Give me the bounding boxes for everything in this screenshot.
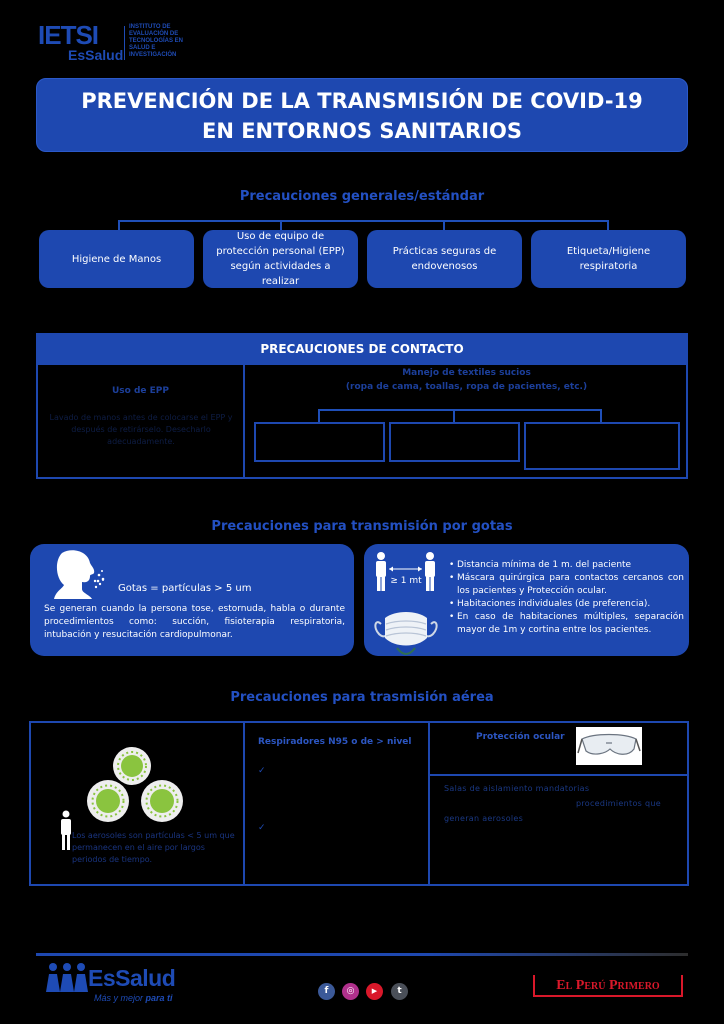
textiles-title: Manejo de textiles sucios bbox=[402, 368, 531, 378]
textiles-box-3 bbox=[524, 422, 680, 470]
respiratory-etiquette-box: Etiqueta/Higiene respiratoria bbox=[531, 230, 686, 288]
virus-icon bbox=[113, 747, 151, 785]
virus-icon bbox=[141, 780, 183, 822]
essalud-logo: EsSalud bbox=[88, 965, 176, 991]
page-title bbox=[36, 86, 688, 146]
textiles-box-2 bbox=[389, 422, 520, 462]
general-heading: Precauciones generales/estándar bbox=[239, 189, 485, 204]
slogan-text: Más y mejor bbox=[94, 993, 146, 1003]
virus-icon bbox=[87, 780, 129, 822]
logo-divider bbox=[124, 26, 125, 60]
instagram-icon[interactable]: ◎ bbox=[342, 983, 359, 1000]
peru-primero-logo: El Perú Primero bbox=[533, 975, 683, 997]
institute-name: INSTITUTO DE EVALUACIÓN DE TECNOLOGÍAS EN SALUD E INVESTIGACIÓN bbox=[129, 24, 184, 58]
isolation-rooms-line-3: generan aerosoles bbox=[444, 814, 524, 823]
textiles-drop-3 bbox=[600, 409, 602, 423]
droplet-measures-list bbox=[449, 559, 684, 637]
airborne-divider-h bbox=[429, 774, 689, 776]
footer-divider bbox=[36, 953, 688, 956]
distance-label: ≥ 1 mt bbox=[390, 576, 422, 586]
textiles-box-1 bbox=[254, 422, 385, 462]
textiles-drop-2 bbox=[453, 409, 455, 423]
isolation-rooms-line-1: Salas de aislamiento mandatorias bbox=[444, 784, 590, 793]
safe-iv-box: Prácticas seguras de endovenosos bbox=[367, 230, 522, 288]
isolation-rooms-line-2: procedimientos que bbox=[576, 799, 661, 808]
airborne-divider-1 bbox=[243, 721, 245, 886]
respirators-title: Respiradores N95 o de > nivel bbox=[258, 737, 412, 747]
textiles-subtitle: (ropa de cama, toallas, ropa de pacientes, etc.) bbox=[345, 382, 588, 392]
epp-use-title: Uso de EPP bbox=[111, 386, 169, 396]
facebook-icon[interactable]: f bbox=[318, 983, 335, 1000]
ietsi-logo: IETSI bbox=[38, 20, 99, 50]
droplet-measure-item: • Máscara quirúrgica para contactos cercanos con los pacientes y Protección ocular. bbox=[449, 572, 684, 598]
airborne-heading: Precauciones para trasmisión aérea bbox=[230, 690, 494, 705]
aerosol-description: Los aerosoles son partículas < 5 um que permanecen en el aire por largos periodos de tiempo. bbox=[72, 831, 235, 864]
ocular-protection-title: Protección ocular bbox=[476, 732, 565, 742]
droplet-size-label: Gotas = partículas > 5 um bbox=[118, 583, 252, 594]
textiles-drop-1 bbox=[318, 409, 320, 423]
airborne-divider-2 bbox=[428, 721, 430, 886]
droplets-icon bbox=[92, 578, 106, 590]
check-icon: ✓ bbox=[258, 766, 266, 776]
twitter-icon[interactable]: t bbox=[391, 983, 408, 1000]
connector-horizontal bbox=[118, 220, 609, 222]
epp-box: Uso de equipo de protección personal (EPP) según actividades a realizar bbox=[203, 230, 358, 288]
title-line-1: PREVENCIÓN DE LA TRANSMISIÓN DE COVID-19 bbox=[81, 89, 643, 113]
safety-goggles-icon bbox=[576, 727, 642, 765]
droplet-measure-item: • Distancia mínima de 1 m. del paciente bbox=[449, 559, 684, 572]
textiles-connector bbox=[318, 409, 601, 411]
droplet-description: Se generan cuando la persona tose, estornuda, habla o durante procedimientos como: succión, fisioterapia respiratoria, intubación y resucitación cardiopulmonar. bbox=[44, 604, 345, 640]
epp-use-text: Lavado de manos antes de colocarse el EPP y después de retirárselo. Desecharlo adecuadamente. bbox=[49, 413, 233, 446]
sneezing-person-icon bbox=[52, 549, 106, 599]
slogan-bold: para ti bbox=[145, 993, 173, 1003]
title-line-2: EN ENTORNOS SANITARIOS bbox=[201, 119, 523, 143]
hand-hygiene-box: Higiene de Manos bbox=[39, 230, 194, 288]
check-icon: ✓ bbox=[258, 823, 266, 833]
contact-heading: PRECAUCIONES DE CONTACTO bbox=[36, 333, 688, 365]
essalud-family-logo-icon bbox=[44, 962, 90, 994]
surgical-mask-icon bbox=[373, 604, 439, 656]
droplet-measure-item: • En caso de habitaciones múltiples, separación mayor de 1m y cortina entre los pacientes. bbox=[449, 611, 684, 637]
essalud-slogan bbox=[94, 993, 173, 1004]
droplet-measure-item: • Habitaciones individuales (de preferencia). bbox=[449, 598, 684, 611]
droplet-heading: Precauciones para transmisión por gotas bbox=[211, 519, 513, 534]
essalud-logo-small: EsSalud bbox=[68, 47, 124, 63]
youtube-icon[interactable]: ▶ bbox=[366, 983, 383, 1000]
virus-particles-icon bbox=[86, 747, 186, 825]
